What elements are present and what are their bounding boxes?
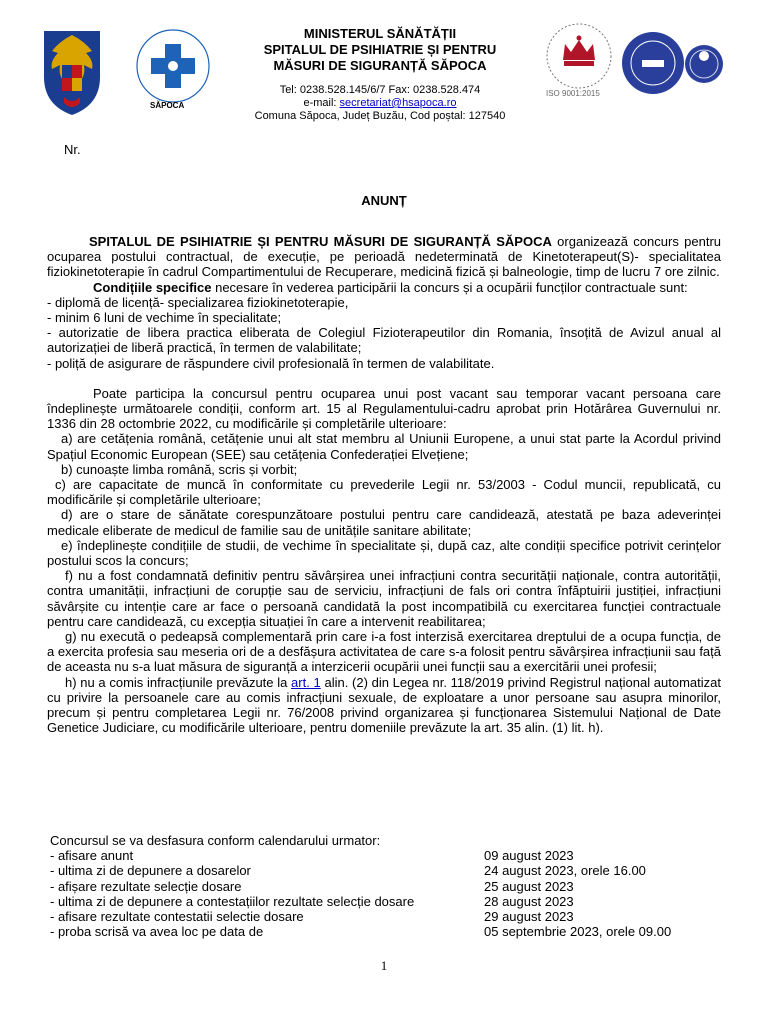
schedule-label: - ultima zi de depunere a contestațiilor rezultate selecție dosare (50, 893, 415, 909)
email-label: e-mail: (303, 97, 340, 109)
organization-name: SPITALUL DE PSIHIATRIE ȘI PENTRU MĂSURI DE SIGURANȚĂ SĂPOCA (89, 234, 552, 249)
list-item: - autorizatie de libera practica eliberata de Colegiul Fizioterapeutilor din Romania, însoțită de Avizul anual al autorizației de liberă practică, în termen de valabilitate; (47, 325, 721, 356)
schedule-date: 24 august 2023, orele 16.00 (484, 863, 646, 879)
spacer (47, 371, 721, 386)
schedule-row (50, 848, 710, 863)
phone-fax: Tel: 0238.528.145/6/7 Fax: 0238.528.474 (279, 84, 481, 96)
hospital-name-line1: SPITALUL DE PSIHIATRIE ȘI PENTRU (263, 42, 497, 57)
condition-h (47, 675, 721, 736)
hospital-name-line2: MĂSURI DE SIGURANȚĂ SĂPOCA (273, 58, 487, 73)
schedule-date: 29 august 2023 (484, 908, 574, 924)
schedule-label: - ultima zi de depunere a dosarelor (50, 863, 251, 879)
schedule-label: - afișare rezultate selecție dosare (50, 878, 242, 894)
schedule-date: 05 septembrie 2023, orele 09.00 (484, 924, 672, 940)
schedule-date: 28 august 2023 (484, 893, 574, 909)
schedule-row (50, 879, 710, 894)
list-item: - minim 6 luni de vechime în specialitate; (47, 310, 282, 326)
ministry-name: MINISTERUL SĂNĂTĂȚII (303, 26, 457, 41)
condition-b: b) cunoaște limba română, scris și vorbit; (61, 461, 298, 477)
schedule-label: - afisare rezultate contestatii selectie dosare (50, 908, 304, 924)
letterhead (0, 0, 768, 130)
list-item: - poliță de asigurare de răspundere civil profesională în termen de valabilitate. (47, 355, 495, 371)
schedule-date: 09 august 2023 (484, 848, 574, 864)
address: Comuna Săpoca, Județ Buzău, Cod poștal: 127540 (254, 110, 506, 122)
registration-number-label: Nr. (64, 142, 81, 157)
specific-conditions-text: necesare în vederea participării la concurs și a ocupării funcților contractuale sunt: (211, 279, 688, 295)
list-item: - diplomă de licență- specializarea fiziokinetoterapie, (47, 294, 349, 310)
schedule (50, 833, 710, 939)
institution-name (240, 26, 520, 74)
specific-conditions-heading (47, 280, 721, 295)
specific-conditions-label: Condițiile specifice (93, 279, 212, 295)
condition-h-text: h) nu a comis infracțiunile prevăzute la (65, 674, 292, 690)
schedule-row (50, 863, 710, 878)
article-1-link[interactable]: art. 1 (291, 674, 321, 690)
schedule-label: - afisare anunt (50, 848, 134, 864)
hospital-logo-label: SĂPOCA (150, 101, 185, 110)
romania-coat-of-arms-icon (38, 25, 106, 117)
intro-paragraph (47, 234, 721, 280)
schedule-label: - proba scrisă va avea loc pe data de (50, 924, 264, 940)
condition-h-text-cont: alin. (2) din Legea nr. 118/2019 privind Registrul național automatizat cu privire la persoanele care au comis infracțiuni sexuale, de exploatare a unor persoane sau asupra minorilor, precum și pentru completarea Legii nr. 76/2008 privind organizarea și funcționarea Sistemului Național de Date Genetice Judiciare, cu modificările ulterioare, pentru domeniile prevăzute la art. 35 alin. (1) lit. h). (47, 674, 722, 736)
contact-info (240, 84, 520, 123)
schedule-row (50, 909, 710, 924)
email-line (240, 97, 520, 110)
general-conditions-intro: Poate participa la concursul pentru ocuparea unui post vacant sau temporar vacant persoana care îndeplinește următoarele condiții, conform art. 15 al Regulamentului-cadru aprobat prin Hotărârea Guvernului nr. 1336 din 28 octombrie 2022, cu modificările și completările ulterioare: (47, 385, 721, 432)
condition-d: d) are o stare de sănătate corespunzătoare postului pentru care candidează, atestată pe baza adeverinței medicale eliberate de medicul de familie sau de unitățile sanitare abilitate; (47, 507, 721, 538)
announcement-body (47, 234, 721, 736)
anmcs-accreditation-icon (620, 30, 724, 96)
schedule-row (50, 894, 710, 909)
schedule-date: 25 august 2023 (484, 878, 574, 894)
condition-a: a) are cetățenia română, cetățenie unui alt stat membru al Uniunii Europene, a unui stat parte la Acordul privind Spațiul Economic European (SEE) sau cetățenia Confederației Elvețiene; (47, 431, 721, 462)
condition-f: f) nu a fost condamnată definitiv pentru săvârșirea unei infracțiuni contra securității naționale, contra autorității, contra umanității, infracțiuni de corupție sau de serviciu, infracțiuni de fals ori contra înfăptuirii justiției, infracțiuni săvârșite cu intenție care ar face o persoană candidată la post incompatibilă cu exercitarea funcției contractuale pentru care candidează, cu excepția situației în care a intervenit reabilitarea; (47, 568, 721, 629)
condition-g: g) nu execută o pedeapsă complementară prin care i-a fost interzisă exercitarea dreptului de a ocupa funcția, de a exercita profesia sau meseria ori de a desfășura activitatea de care s-a folosit pentru săvârșirea infracțiunii sau față de aceasta nu s-a luat măsura de siguranță a interzicerii ocupării unei funcții sau a exercitării unei profesii; (47, 629, 721, 675)
schedule-row (50, 924, 710, 939)
page-title: ANUNȚ (361, 193, 407, 208)
schedule-intro: Concursul se va desfasura conform calendarului urmator: (50, 833, 381, 848)
email-link[interactable]: secretariat@hsapoca.ro (339, 97, 457, 109)
condition-e: e) îndeplinește condițiile de studii, de vechime în specialitate și, după caz, alte condiții specifice potrivit cerințelor postului scos la concurs; (47, 537, 721, 569)
condition-c: c) are capacitate de muncă în conformitate cu prevederile Legii nr. 53/2003 - Codul muncii, republicată, cu modificările și completările ulterioare; (47, 477, 721, 508)
iso-label: ISO 9001:2015 (546, 89, 600, 98)
page-number: 1 (380, 958, 388, 973)
intro-text: organizează concurs pentru ocuparea postului contractual, de execuție, pe perioadă nedeterminată de Kinetoterapeut(S)- specialitatea fiziokinetoterapie în cadrul Compartimentului de Recuperare, medicină fizică și balneologie, timp de lucru 7 ore zilnic. (47, 234, 721, 280)
